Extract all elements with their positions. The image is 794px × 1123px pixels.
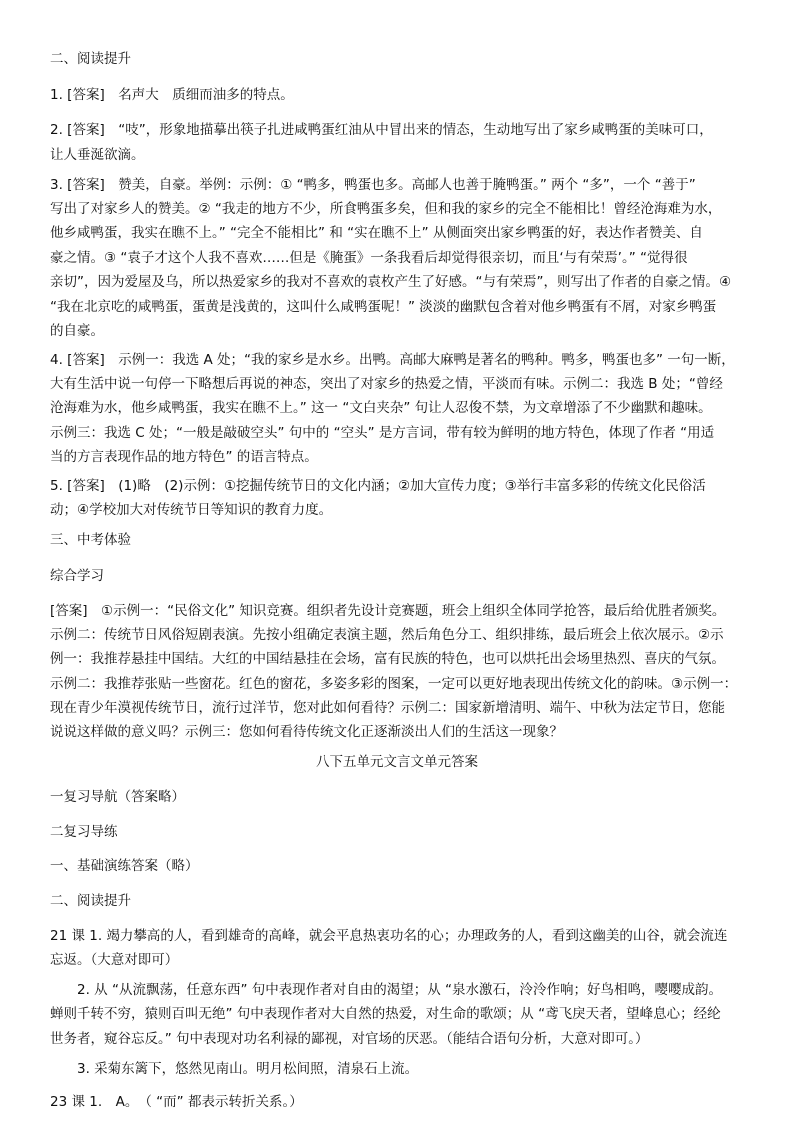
answer-q2-line1: 2. [答案] “吱”，形象地描摹出筷子扎进咸鸭蛋红油从中冒出来的情态，生动地写出了家乡咸鸭蛋的美味可口， xyxy=(50,122,713,138)
answer-q2-line2: 让人垂涎欲滴。 xyxy=(50,147,145,163)
reading-heading-2: 二、阅读提升 xyxy=(50,893,131,909)
lesson21-q1-line1: 21 课 1. 竭力攀高的人，看到雄奇的高峰，就会平息热衷功名的心；办理政务的人，看到这幽美的山谷，就会流连 xyxy=(50,928,728,944)
review-nav: 一复习导航（答案略） xyxy=(50,789,185,805)
subheading-comprehensive: 综合学习 xyxy=(50,568,104,584)
answer-q3-line5: 亲切”，因为爱屋及乌，所以热爱家乡的我对不喜欢的袁枚产生了好感。“与有荣焉”，则写出了作者的自豪之情。④ xyxy=(50,274,732,290)
comp-answer-line5: 现在青少年漠视传统节日，流行过洋节，您对此如何看待？示例二：国家新增清明、端午、中秋为法定节日，您能 xyxy=(50,700,725,716)
answer-q4-line4: 示例三：我选 C 处；“一般是敲破空头” 句中的 “空头” 是方言词，带有较为鲜明的地方特色，体现了作者 “用适 xyxy=(50,425,715,441)
lesson21-q1-line2: 忘返。（大意对即可） xyxy=(50,952,179,968)
review-practice: 二复习导练 xyxy=(50,824,118,840)
answer-q4-line1: 4. [答案] 示例一：我选 A 处；“我的家乡是水乡。出鸭。高邮大麻鸭是著名的鸭种。鸭多，鸭蛋也多” 一句一断， xyxy=(50,352,735,368)
comp-answer-line1: [答案] ①示例一：“民俗文化” 知识竞赛。组织者先设计竞赛题，班会上组织全体同学抢答，最后给优胜者颁奖。 xyxy=(50,603,726,619)
answer-q3-line1: 3. [答案] 赞美，自豪。举例：示例：① “鸭多，鸭蛋也多。高邮人也善于腌鸭蛋。” 两个 “多”，一个 “善于” xyxy=(50,177,696,193)
answer-q3-line2: 写出了对家乡人的赞美。② “我走的地方不少，所食鸭蛋多矣，但和我的家乡的完全不能相比！曾经沧海难为水， xyxy=(50,201,722,217)
comp-answer-line4: 示例二：我推荐张贴一些窗花。红色的窗花，多姿多彩的图案，一定可以更好地表现出传统文化的韵味。③示例一： xyxy=(50,676,738,692)
basic-practice: 一、基础演练答案（略） xyxy=(50,858,199,874)
lesson21-q2-line1: 2. 从 “从流飘荡，任意东西” 句中表现作者对自由的渴望；从 “泉水激石，泠泠作响；好鸟相鸣，嘤嘤成韵。 xyxy=(77,982,723,998)
comp-answer-line3: 例一：我推荐悬挂中国结。大红的中国结悬挂在会场，富有民族的特色，也可以烘托出会场里热烈、喜庆的气氛。 xyxy=(50,651,725,667)
section-heading-reading: 二、阅读提升 xyxy=(50,51,131,67)
answer-q3-line7: 的自豪。 xyxy=(50,323,104,339)
answer-q5-line1: 5. [答案] (1)略 (2)示例：①挖掘传统节日的文化内涵；②加大宣传力度；③举行丰富多彩的传统文化民俗活 xyxy=(50,478,706,494)
comp-answer-line2: 示例二：传统节日风俗短剧表演。先按小组确定表演主题，然后角色分工、组织排练，最后班会上依次展示。②示 xyxy=(50,627,724,643)
unit-title: 八下五单元文言文单元答案 xyxy=(316,754,478,770)
answer-q4-line5: 当的方言表现作品的地方特色” 的语言特点。 xyxy=(50,449,318,465)
answer-q5-line2: 动；④学校加大对传统节日等知识的教育力度。 xyxy=(50,502,333,518)
section-heading-exam: 三、中考体验 xyxy=(50,532,131,548)
answer-q3-line4: 豪之情。③ “袁子才这个人我不喜欢……但是《腌蛋》一条我看后却觉得很亲切，而且‘与有荣焉’。” “觉得很 xyxy=(50,250,688,266)
answer-q3-line6: “我在北京吃的咸鸭蛋，蛋黄是浅黄的，这叫什么咸鸭蛋呢！” 淡淡的幽默包含着对他乡鸭蛋有不屑，对家乡鸭蛋 xyxy=(50,299,717,315)
answer-q4-line3: 沧海难为水，他乡咸鸭蛋，我实在瞧不上。” 这一 “文白夹杂” 句让人忍俊不禁，为文章增添了不少幽默和趣味。 xyxy=(50,400,712,416)
lesson21-q2-line2: 蝉则千转不穷，猿则百叫无绝” 句中表现作者对大自然的热爱，对生命的歌颂；从 “鸢飞戾天者，望峰息心；经纶 xyxy=(50,1006,721,1022)
answer-q1: 1. [答案] 名声大 质细而油多的特点。 xyxy=(50,87,294,103)
answer-q4-line2: 大有生活中说一句停一下略想后再说的神态，突出了对家乡的热爱之情，平淡而有味。示例二：我选 B 处；“曾经 xyxy=(50,376,723,392)
lesson21-q3: 3. 采菊东篱下，悠然见南山。明月松间照，清泉石上流。 xyxy=(77,1061,419,1077)
comp-answer-line6: 说说这样做的意义吗？示例三：您如何看待传统文化正逐渐淡出人们的生活这一现象？ xyxy=(50,724,563,740)
lesson23-q1: 23 课 1. A。 （ “而” 都表示转折关系。） xyxy=(50,1094,303,1110)
answer-q3-line3: 他乡咸鸭蛋，我实在瞧不上。” “完全不能相比” 和 “实在瞧不上” 从侧面突出家乡鸭蛋的好，表达作者赞美、自 xyxy=(50,225,703,241)
lesson21-q2-line3: 世务者，窥谷忘反。” 句中表现对功名利禄的鄙视，对官场的厌恶。（能结合语句分析，大意对即可。） xyxy=(50,1031,649,1047)
